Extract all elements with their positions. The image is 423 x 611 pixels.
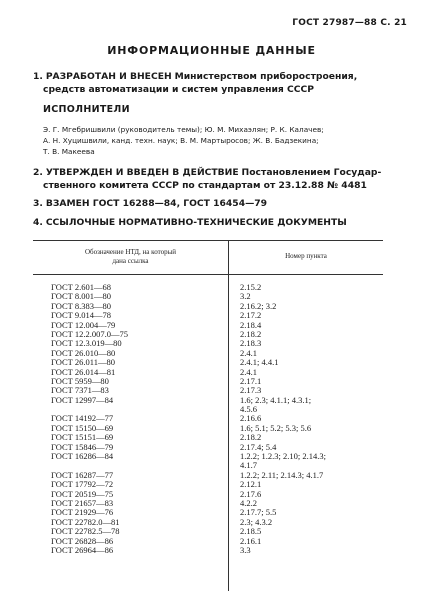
row-item-number: 2.18.3 [240,338,262,349]
section-number: 3. [33,198,43,209]
row-document: ГОСТ 5959—80 [51,375,109,386]
section-lead: УТВЕРЖДЕН И ВВЕДЕН В ДЕЙСТВИЕ [45,167,239,178]
row-item-number: 2.16.6 [240,413,262,424]
row-item-number: 1.6; 2.3; 4.1.1; 4.3.1; [240,394,312,405]
row-document: ГОСТ 20519—75 [51,488,114,499]
section-text: Постановлением Государ- [241,167,382,178]
table-top-rule [33,240,383,241]
row-document: ГОСТ 15150—69 [51,422,114,433]
header-line: дана ссылка [112,257,149,265]
section-text: ВЗАМЕН ГОСТ 16288—84, ГОСТ 16454—79 [45,198,268,209]
row-item-number: 2.18.2 [240,328,262,339]
row-item-number: 1.6; 5.1; 5.2; 5.3; 5.6 [240,422,312,433]
row-document: ГОСТ 8.001—80 [51,291,112,302]
row-item-number: 3.3 [240,544,251,555]
section-approved [33,166,413,192]
row-item-number: 2.3; 4.3.2 [240,516,273,527]
section-text-continued: средств автоматизации и систем управления СССР [43,84,314,95]
page-header-code: ГОСТ 27987—88 С. 21 [292,18,407,28]
row-document: ГОСТ 15846—79 [51,441,114,452]
row-document: ГОСТ 26.010—80 [51,347,116,358]
row-document: ГОСТ 22782.0—81 [51,516,120,527]
row-document: ГОСТ 22782.5—78 [51,526,120,537]
row-item-number: 2.17.1 [240,375,262,386]
row-item-number: 2.4.1 [240,366,257,377]
table-header-item: Номер пункта [285,252,327,260]
row-item-number: 2.4.1; 4.4.1 [240,357,279,368]
row-item-number: 2.17.4; 5.4 [240,441,277,452]
row-document: ГОСТ 12997—84 [51,394,114,405]
row-document: ГОСТ 21929—76 [51,507,114,518]
section-lead: РАЗРАБОТАН И ВНЕСЕН [45,71,172,82]
row-item-number: 2.18.5 [240,526,262,537]
row-item-number: 1.2.2; 1.2.3; 2.10; 2.14.3; [240,451,326,462]
performers-title: ИСПОЛНИТЕЛИ [43,104,130,115]
section-number: 1. [33,71,43,82]
section-text: ССЫЛОЧНЫЕ НОРМАТИВНО-ТЕХНИЧЕСКИЕ ДОКУМЕНТЫ [45,217,347,228]
row-item-number: 2.16.2; 3.2 [240,300,277,311]
row-item-number: 1.2.2; 2.11; 2.14.3; 4.1.7 [240,469,324,480]
row-document: ГОСТ 26964—86 [51,544,114,555]
row-item-number: 2.4.1 [240,347,257,358]
row-item-number: 4.2.2 [240,497,257,508]
section-references [33,216,413,229]
row-document: ГОСТ 15151—69 [51,432,114,443]
page-title: ИНФОРМАЦИОННЫЕ ДАННЫЕ [107,44,316,57]
row-item-number: 2.18.2 [240,432,262,443]
row-document: ГОСТ 9.014—78 [51,310,112,321]
performers-line: А. Н. Хуцишвили, канд. техн. наук; В. М. Мартыросов; Ж. В. Бадзекина; [43,136,319,145]
row-document: ГОСТ 26.014—81 [51,366,116,377]
row-document: ГОСТ 12.3.019—80 [51,338,122,349]
section-number: 4. [33,217,43,228]
row-item-number: 4.5.6 [240,404,257,415]
row-item-number: 2.17.7; 5.5 [240,507,277,518]
row-document: ГОСТ 7371—83 [51,385,109,396]
row-item-number: 3.2 [240,291,251,302]
row-item-number: 2.12.1 [240,479,262,490]
performers-list [43,124,413,157]
row-item-number: 2.15.2 [240,282,262,292]
references-table [33,240,383,591]
row-document: ГОСТ 8.383—80 [51,300,112,311]
row-document: ГОСТ 2.601—68 [51,282,112,292]
section-developed [33,70,413,96]
row-document: ГОСТ 21657—83 [51,497,114,508]
row-document: ГОСТ 26.011—80 [51,357,115,368]
row-document: ГОСТ 12.004—79 [51,319,116,330]
row-document: ГОСТ 26828—86 [51,535,114,546]
header-line: Обозначение НТД, на который [84,248,177,256]
row-document: ГОСТ 16286—84 [51,451,114,462]
section-number: 2. [33,167,43,178]
row-document: ГОСТ 14192—77 [51,413,114,424]
row-item-number: 2.18.4 [240,319,262,330]
row-item-number: 2.17.3 [240,385,262,396]
section-replaces [33,197,413,210]
row-item-number: 2.16.1 [240,535,262,546]
row-document: ГОСТ 12.2.007.0—75 [51,328,129,339]
section-text-continued: ственного комитета СССР по стандартам от 23.12.88 № 4481 [43,180,367,191]
row-document: ГОСТ 16287—77 [51,469,114,480]
performers-line: Э. Г. Мгебришвили (руководитель темы); Ю. М. Михаэлян; Р. К. Калачев; [43,125,324,134]
table-header-rule [33,274,383,275]
section-text: Министерством приборостроения, [174,71,358,82]
performers-line: Т. В. Макеева [43,147,95,156]
row-item-number: 2.17.2 [240,310,262,321]
table-column-divider [228,240,229,591]
row-item-number: 4.1.7 [240,460,257,471]
table-header-document [33,248,228,266]
row-document: ГОСТ 17792—72 [51,479,114,490]
row-item-number: 2.17.6 [240,488,262,499]
